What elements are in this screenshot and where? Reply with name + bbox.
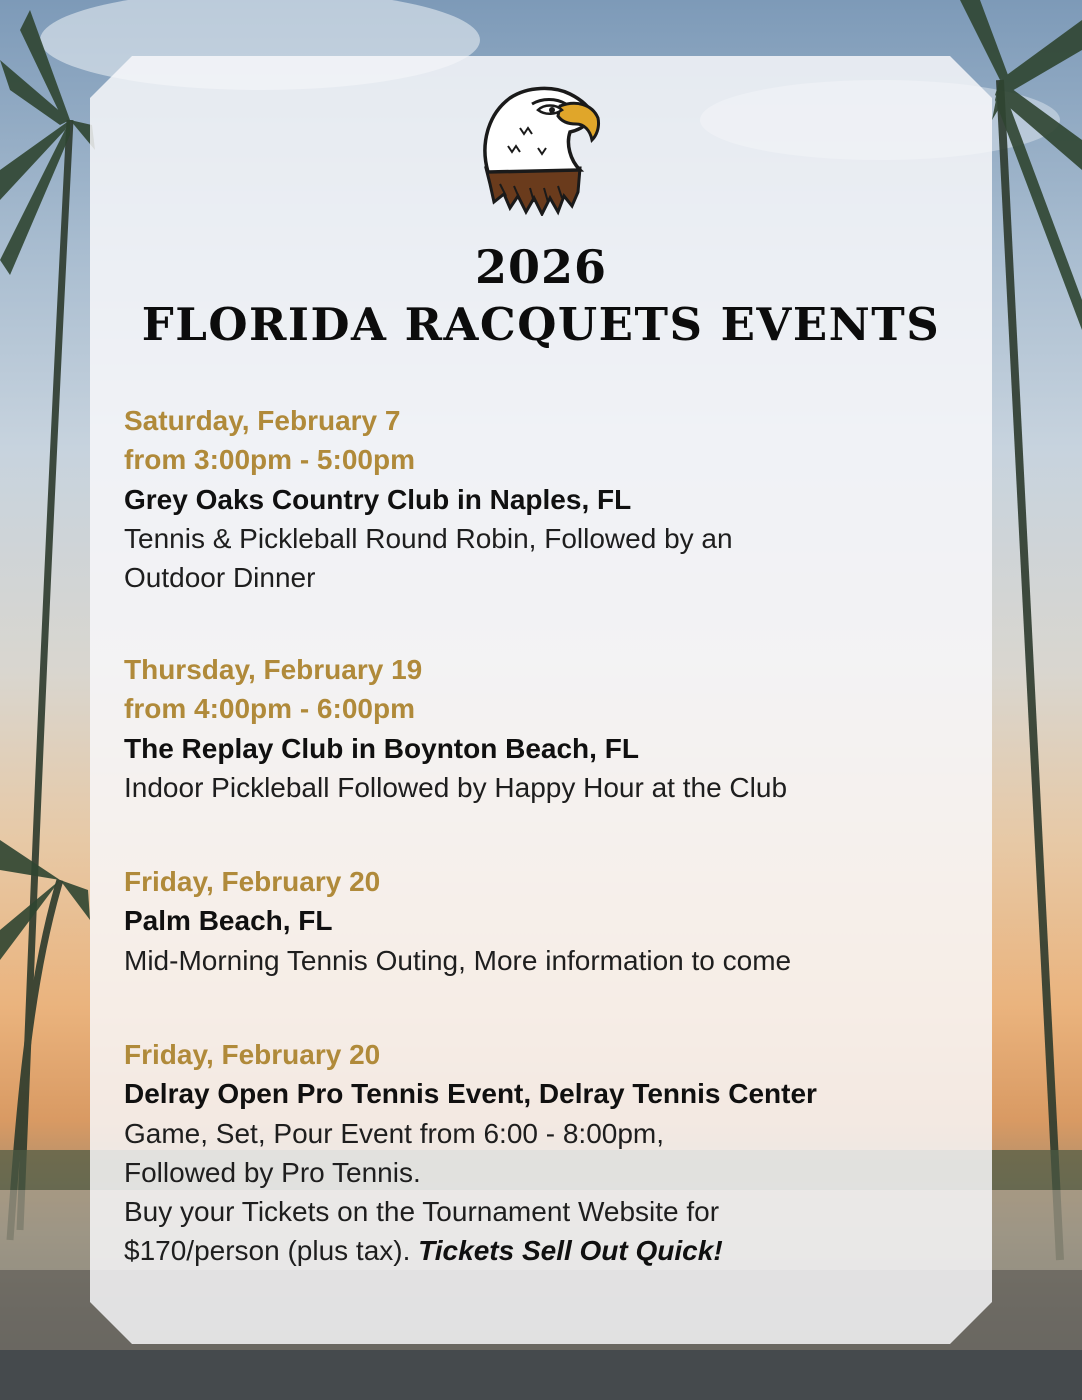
event-venue: Palm Beach, FL xyxy=(124,905,333,937)
event-time: from 3:00pm - 5:00pm xyxy=(124,444,415,476)
event-venue: Grey Oaks Country Club in Naples, FL xyxy=(124,483,632,515)
event-price-line xyxy=(124,1231,964,1270)
event-description-line: Buy your Tickets on the Tournament Website for xyxy=(124,1196,720,1228)
sell-out-highlight: Tickets Sell Out Quick! xyxy=(418,1235,723,1267)
event-date: Friday, February 20 xyxy=(124,1039,381,1070)
page-title: FLORIDA RACQUETS EVENTS xyxy=(141,298,941,351)
title-year: 2026 xyxy=(474,240,608,294)
event-date: Thursday, February 19 xyxy=(124,654,423,685)
event-description-line: Game, Set, Pour Event from 6:00 - 8:00pm, xyxy=(124,1117,665,1149)
event-description-line: Tennis & Pickleball Round Robin, Followed by an xyxy=(124,522,733,554)
event-description-line: Followed by Pro Tennis. xyxy=(124,1156,421,1188)
eagle-head-icon xyxy=(480,84,602,216)
event-price: $170/person (plus tax). xyxy=(124,1235,419,1267)
event-3 xyxy=(124,862,964,980)
event-date: Friday, February 20 xyxy=(124,866,381,897)
event-4 xyxy=(124,1035,964,1271)
event-time: from 4:00pm - 6:00pm xyxy=(124,693,415,725)
event-2 xyxy=(124,650,964,807)
event-venue: The Replay Club in Boynton Beach, FL xyxy=(124,732,639,764)
event-date: Saturday, February 7 xyxy=(124,405,401,436)
event-description-line: Mid-Morning Tennis Outing, More information to come xyxy=(124,944,792,976)
event-venue: Delray Open Pro Tennis Event, Delray Tennis Center xyxy=(124,1078,817,1110)
event-description-line: Outdoor Dinner xyxy=(124,562,316,594)
event-1 xyxy=(124,401,964,597)
event-description-line: Indoor Pickleball Followed by Happy Hour at the Club xyxy=(124,771,788,803)
